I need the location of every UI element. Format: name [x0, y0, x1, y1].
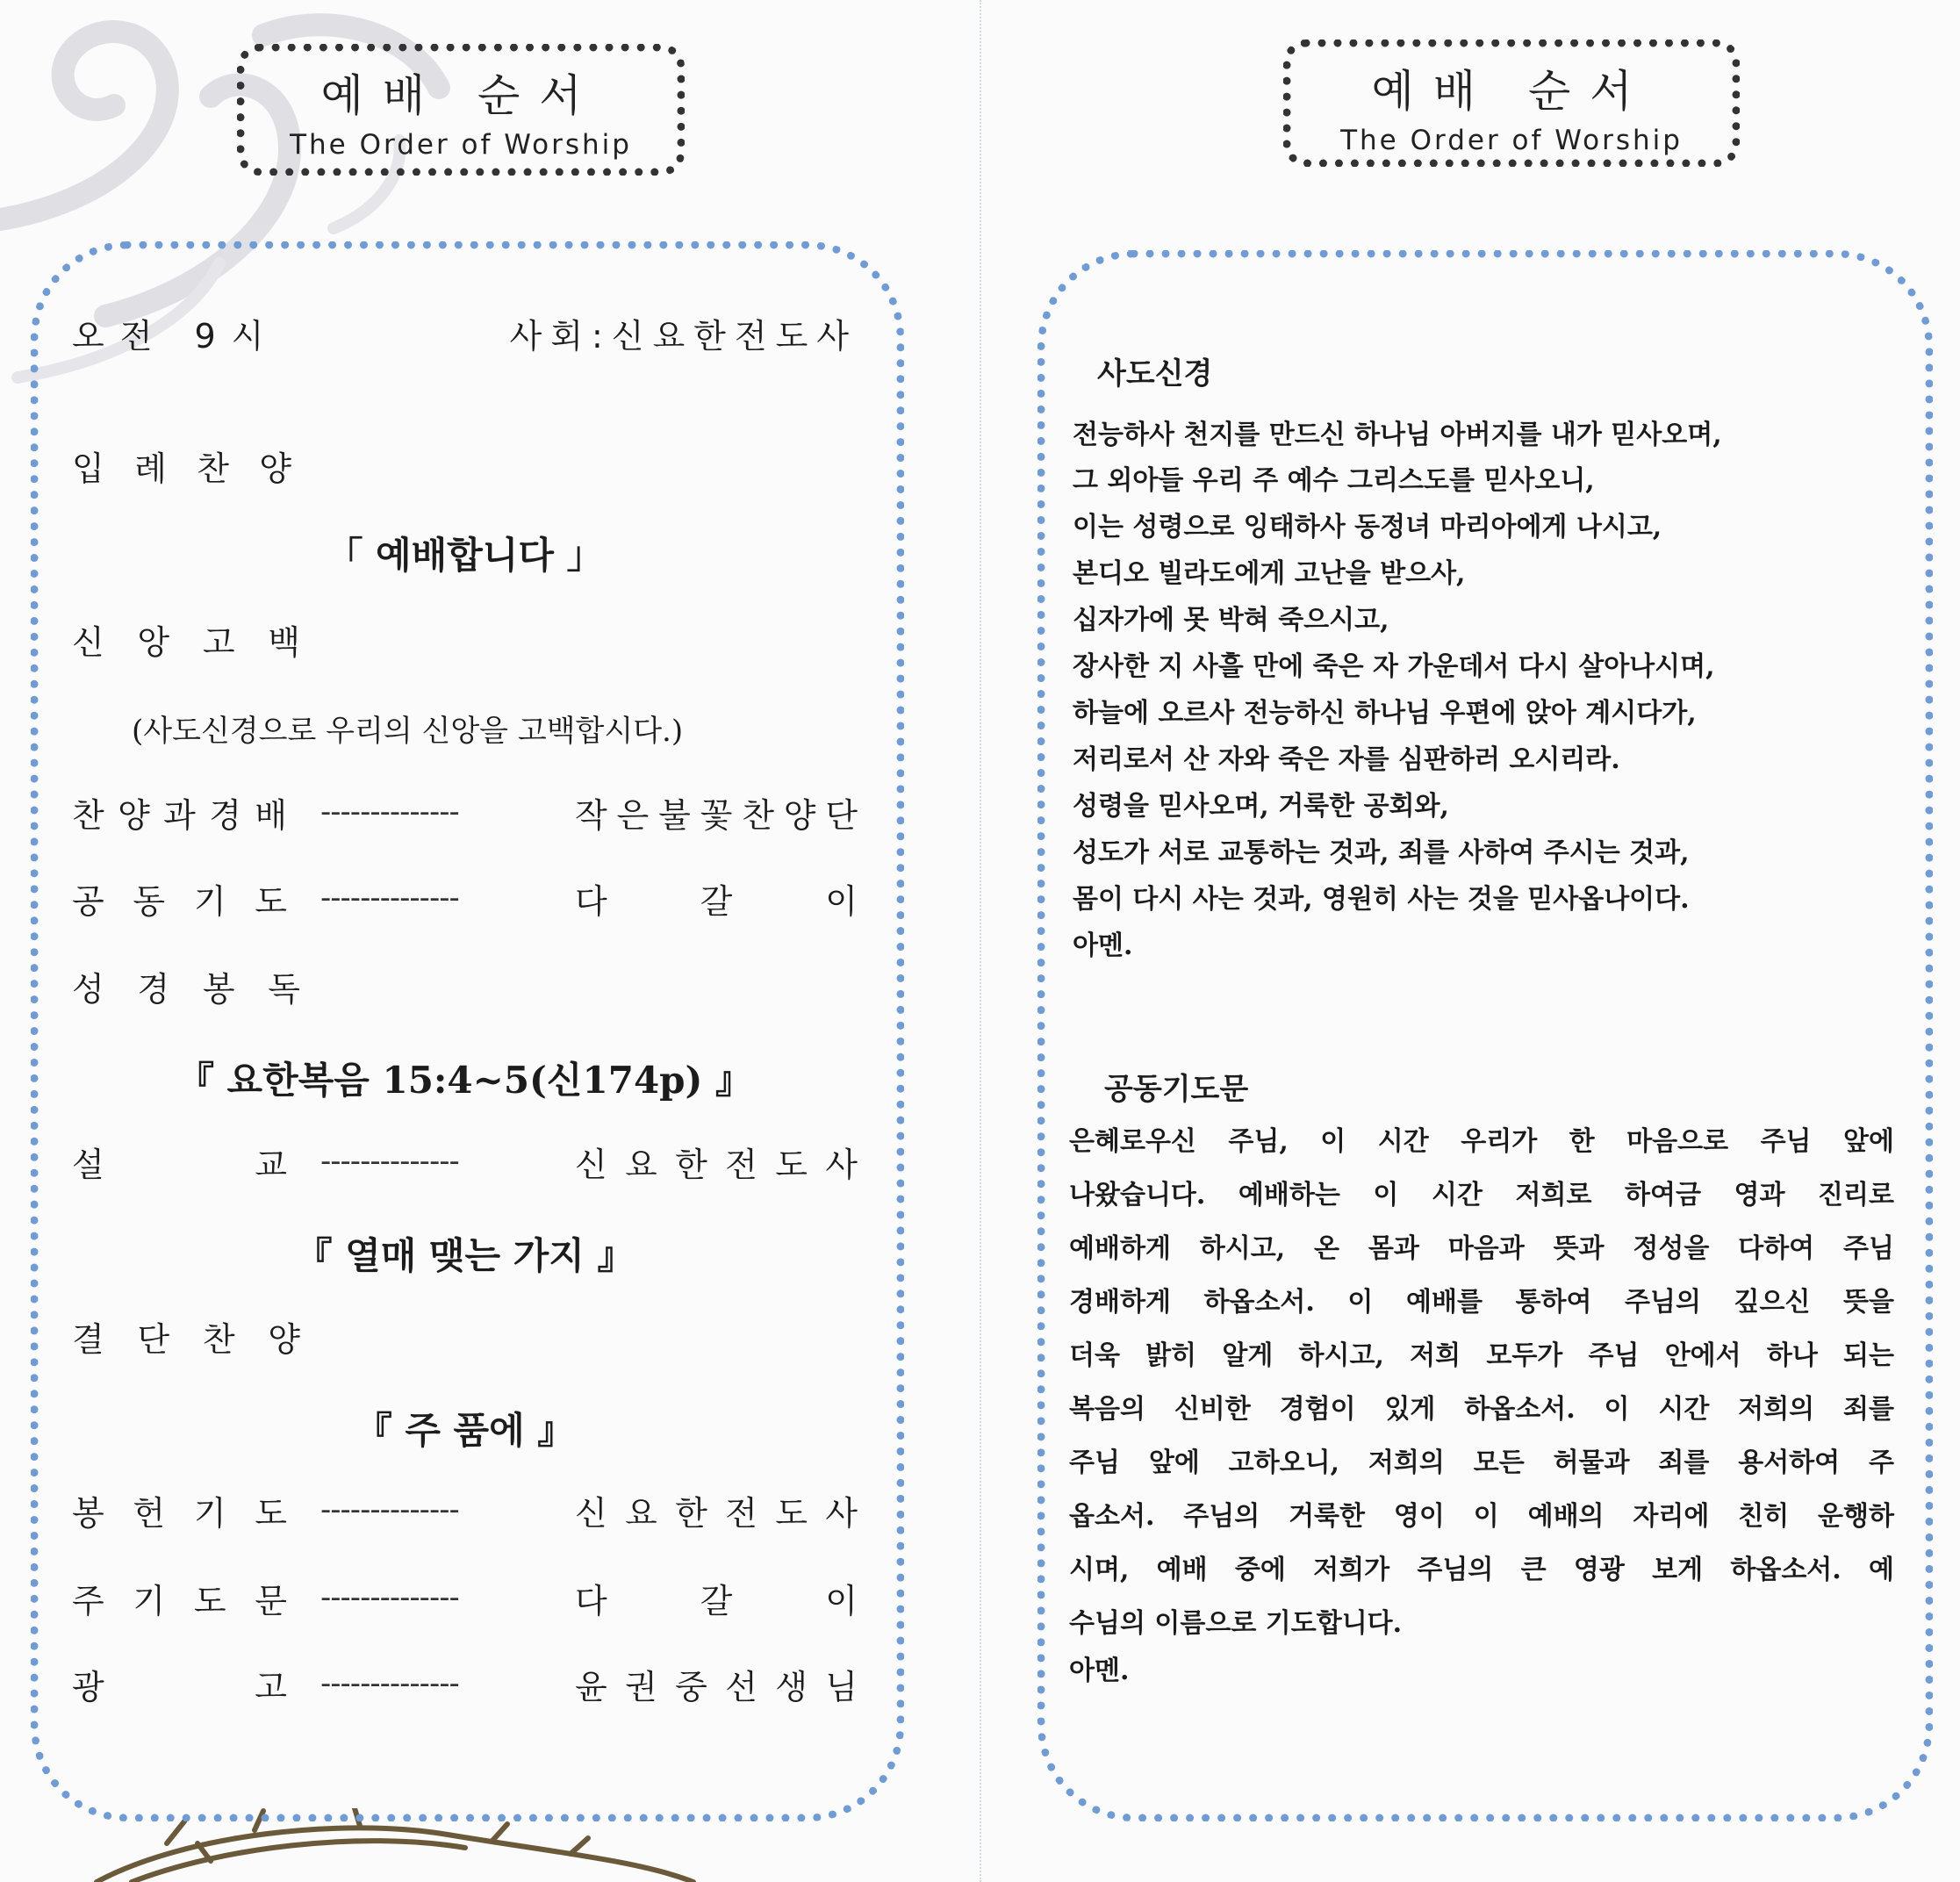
creed-line: 그 외아들 우리 주 예수 그리스도를 믿사오니,	[1073, 465, 1595, 496]
confession-note: (사도신경으로 우리의 신앙을 고백합시다.)	[132, 714, 684, 749]
order-item-scripture	[72, 964, 858, 1008]
item-label: 설 교	[72, 1145, 287, 1184]
left-title-english: The Order of Worship	[290, 129, 632, 161]
creed-line: 십자가에 못 박혀 죽으시고,	[1073, 605, 1389, 636]
leader-dashes: --------------	[320, 794, 459, 830]
right-title-box	[1283, 40, 1740, 167]
order-item-sermon	[72, 1139, 858, 1183]
apostles-creed-title: 사도신경	[1097, 356, 1213, 391]
prayer-line: 주님 앞에 고하오니, 저희의 모든 허물과 죄를 용서하여 주	[1069, 1447, 1894, 1478]
creed-line: 성도가 서로 교통하는 것과, 죄를 사하여 주시는 것과,	[1073, 837, 1690, 868]
left-title-box	[237, 44, 685, 176]
creed-line: 몸이 다시 사는 것과, 영원히 사는 것을 믿사옵나이다.	[1073, 884, 1690, 915]
leader-dashes: --------------	[320, 1580, 459, 1615]
opening-hymn-title: 「 예배합니다 」	[326, 534, 604, 577]
leader-dashes: --------------	[320, 1492, 459, 1527]
item-label: 찬 양 과 경 배	[72, 795, 287, 835]
service-header	[72, 309, 858, 356]
item-value: 신 요 한 전 도 사	[575, 1493, 858, 1533]
scripture-reference: 『 요한복음 15:4~5(신174p) 』	[176, 1059, 753, 1102]
item-label: 입 례 찬 양	[72, 449, 291, 488]
leader-dashes: --------------	[320, 1666, 459, 1701]
item-label: 신 앙 고 백	[72, 622, 300, 662]
creed-line: 하늘에 오르사 전능하신 하나님 우편에 앉아 계시다가,	[1073, 698, 1697, 729]
creed-line: 본디오 빌라도에게 고난을 받으사,	[1073, 558, 1466, 589]
creed-line: 저리로서 산 자와 죽은 자를 심판하러 오시리라.	[1073, 744, 1620, 775]
prayer-line: 더욱 밝히 알게 하시고, 저희 모두가 주님 안에서 하나 되는	[1069, 1340, 1894, 1371]
right-title-english: The Order of Worship	[1340, 125, 1683, 156]
item-label: 주 기 도 문	[72, 1581, 287, 1620]
prayer-line: 복음의 신비한 경험이 있게 하옵소서. 이 시간 저희의 죄를	[1069, 1394, 1894, 1425]
item-value: 신 요 한 전 도 사	[575, 1145, 858, 1184]
item-label: 봉 헌 기 도	[72, 1493, 287, 1533]
service-time: 오전 9시	[72, 317, 280, 356]
prayer-line: 옵소서. 주님의 거룩한 영이 이 예배의 자리에 친히 운행하	[1069, 1501, 1894, 1532]
order-item-announcements	[72, 1662, 858, 1706]
order-item-response-hymn	[72, 1314, 858, 1358]
item-label: 결 단 찬 양	[72, 1319, 300, 1359]
prayer-line: 수님의 이름으로 기도합니다.	[1069, 1608, 1403, 1639]
prayer-line: 경배하게 하옵소서. 이 예배를 통하여 주님의 깊으신 뜻을	[1069, 1287, 1894, 1318]
order-item-opening-hymn	[72, 443, 858, 487]
right-title-korean: 예배 순서	[1371, 66, 1652, 117]
leader-dashes: --------------	[320, 880, 459, 916]
order-item-offering-prayer	[72, 1488, 858, 1532]
prayer-line: 나왔습니다. 예배하는 이 시간 저희로 하여금 영과 진리로	[1069, 1180, 1894, 1210]
order-item-lords-prayer	[72, 1576, 858, 1620]
creed-line: 장사한 지 사흘 만에 죽은 자 가운데서 다시 살아나시며,	[1073, 651, 1715, 682]
item-label: 성 경 봉 독	[72, 969, 300, 1009]
common-prayer-title: 공동기도문	[1104, 1072, 1249, 1107]
prayer-line: 시며, 예배 중에 저희가 주님의 큰 영광 보게 하옵소서. 예	[1069, 1555, 1894, 1585]
creed-line: 아멘.	[1073, 930, 1133, 961]
prayer-line: 예배하게 하시고, 온 몸과 마음과 뜻과 정성을 다하여 주님	[1069, 1233, 1894, 1264]
item-value: 작 은 불 꽃 찬 양 단	[575, 795, 858, 835]
creed-line: 이는 성령으로 잉태하사 동정녀 마리아에게 나시고,	[1073, 512, 1662, 542]
leader-dashes: --------------	[320, 1144, 459, 1179]
prayer-line: 은혜로우신 주님, 이 시간 우리가 한 마음으로 주님 앞에	[1069, 1126, 1894, 1157]
order-item-praise	[72, 790, 858, 834]
order-item-confession	[72, 617, 858, 661]
item-value: 다 갈 이	[575, 881, 858, 921]
prayer-line: 아멘.	[1069, 1656, 1130, 1686]
item-value: 다 갈 이	[575, 1581, 858, 1620]
creed-line: 전능하사 천지를 만드신 하나님 아버지를 내가 믿사오며,	[1073, 420, 1722, 450]
sermon-title: 『 열매 맺는 가지 』	[295, 1234, 635, 1277]
item-label: 공 동 기 도	[72, 881, 287, 921]
order-item-common-prayer	[72, 876, 858, 920]
service-host: 사회:신요한전도사	[509, 317, 858, 356]
item-value: 윤 권 중 선 생 님	[575, 1667, 858, 1706]
creed-line: 성령을 믿사오며, 거룩한 공회와,	[1073, 791, 1449, 822]
left-title-korean: 예배 순서	[320, 70, 601, 121]
item-label: 광 고	[72, 1667, 287, 1706]
response-hymn-title: 『 주 품에 』	[355, 1409, 575, 1452]
